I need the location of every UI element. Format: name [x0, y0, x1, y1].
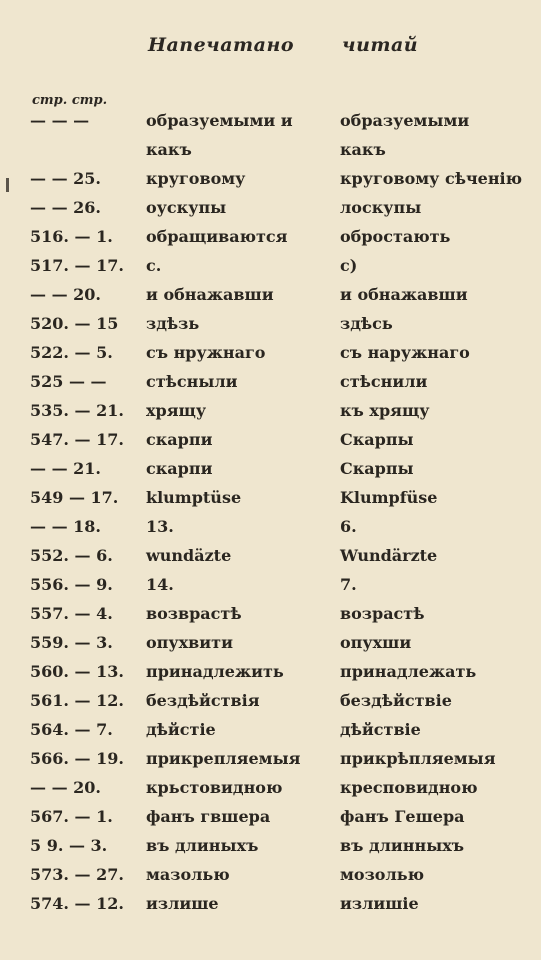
row-ref: 564. — 7.: [30, 720, 113, 739]
errata-row: [0, 657, 541, 686]
row-printed: хрящу: [146, 401, 207, 420]
row-printed: какъ: [146, 140, 192, 159]
row-ref: 517. — 17.: [30, 256, 124, 275]
row-printed: мазолью: [146, 865, 230, 884]
row-printed: съ нружнаго: [146, 343, 266, 362]
row-printed: и обнажавши: [146, 285, 274, 304]
row-ref: — — 18.: [30, 517, 101, 536]
errata-row: [0, 251, 541, 280]
row-ref: 547. — 17.: [30, 430, 124, 449]
row-printed: образуемыми и: [146, 111, 293, 130]
row-printed: wundäzte: [146, 546, 232, 565]
row-correct: и обнажавши: [340, 285, 468, 304]
row-ref: — — 20.: [30, 285, 101, 304]
row-ref: 556. — 9.: [30, 575, 113, 594]
row-correct: круговому сѣченію: [340, 169, 523, 188]
errata-row: [0, 280, 541, 309]
row-correct: какъ: [340, 140, 386, 159]
row-printed: скарпи: [146, 459, 213, 478]
errata-row: [0, 686, 541, 715]
row-printed: скарпи: [146, 430, 213, 449]
row-correct: Скарпы: [340, 430, 414, 449]
errata-row: [0, 570, 541, 599]
row-ref: 5 9. — 3.: [30, 836, 108, 855]
errata-row: [0, 831, 541, 860]
row-correct: фанъ Гешера: [340, 807, 465, 826]
row-ref: 535. — 21.: [30, 401, 124, 420]
row-correct: здѣсь: [340, 314, 393, 333]
row-correct: с): [340, 256, 358, 275]
errata-row: [0, 454, 541, 483]
row-correct: бездѣйствіе: [340, 691, 452, 710]
errata-row: [0, 338, 541, 367]
header-read: читай: [342, 34, 419, 56]
row-printed: прикрепляемыя: [146, 749, 301, 768]
row-correct: возрастѣ: [340, 604, 425, 623]
row-ref: 522. — 5.: [30, 343, 113, 362]
errata-row: [0, 715, 541, 744]
row-printed: принадлежить: [146, 662, 284, 681]
errata-row: [0, 193, 541, 222]
errata-row: [0, 541, 541, 570]
row-printed: опухвити: [146, 633, 233, 652]
row-printed: с.: [146, 256, 162, 275]
row-printed: дѣйстіе: [146, 720, 216, 739]
errata-row: [0, 889, 541, 918]
errata-row: [0, 164, 541, 193]
row-correct: къ хрящу: [340, 401, 430, 420]
row-printed: излише: [146, 894, 219, 913]
errata-row: [0, 773, 541, 802]
row-correct: кресповидною: [340, 778, 478, 797]
row-printed: обращиваются: [146, 227, 288, 246]
row-printed: 14.: [146, 575, 174, 594]
row-correct: 6.: [340, 517, 357, 536]
row-ref: 573. — 27.: [30, 865, 124, 884]
errata-row: [0, 599, 541, 628]
row-correct: Скарпы: [340, 459, 414, 478]
row-correct: стѣснили: [340, 372, 428, 391]
row-correct: мозолью: [340, 865, 424, 884]
row-printed: здѣзь: [146, 314, 200, 333]
page-line-header: стр. стр.: [32, 93, 108, 108]
header-printed: Напечатано: [148, 34, 294, 56]
row-printed: крьстовидною: [146, 778, 283, 797]
errata-row: [0, 396, 541, 425]
row-ref: 552. — 6.: [30, 546, 113, 565]
row-ref: 567. — 1.: [30, 807, 113, 826]
errata-row: [0, 106, 541, 135]
row-correct: опухши: [340, 633, 412, 652]
row-correct: въ длинныхъ: [340, 836, 465, 855]
row-printed: оускупы: [146, 198, 227, 217]
errata-row: [0, 135, 541, 164]
row-ref: 525 — —: [30, 372, 107, 391]
errata-row: [0, 309, 541, 338]
row-printed: стѣсныли: [146, 372, 238, 391]
row-ref: 557. — 4.: [30, 604, 113, 623]
row-correct: съ наружнаго: [340, 343, 470, 362]
errata-row: [0, 483, 541, 512]
row-printed: въ длиныхъ: [146, 836, 259, 855]
row-printed: круговому: [146, 169, 246, 188]
row-printed: klumptüse: [146, 488, 242, 507]
row-correct: дѣйствіе: [340, 720, 421, 739]
errata-row: [0, 222, 541, 251]
row-ref: 549 — 17.: [30, 488, 119, 507]
row-correct: Wundärzte: [340, 546, 438, 565]
row-correct: обростають: [340, 227, 451, 246]
row-ref: — — —: [30, 111, 90, 130]
row-ref: — — 20.: [30, 778, 101, 797]
row-correct: Klumpfüse: [340, 488, 438, 507]
row-ref: — — 26.: [30, 198, 101, 217]
row-ref: 560. — 13.: [30, 662, 124, 681]
row-ref: — — 21.: [30, 459, 101, 478]
row-printed: бездѣйствія: [146, 691, 260, 710]
row-ref: — — 25.: [30, 169, 101, 188]
row-correct: принадлежать: [340, 662, 477, 681]
row-ref: 520. — 15: [30, 314, 119, 333]
errata-row: [0, 744, 541, 773]
errata-row: [0, 860, 541, 889]
errata-row: [0, 367, 541, 396]
errata-row: [0, 628, 541, 657]
errata-row: [0, 425, 541, 454]
row-ref: 561. — 12.: [30, 691, 124, 710]
row-ref: 516. — 1.: [30, 227, 113, 246]
errata-row: [0, 512, 541, 541]
row-printed: возврастѣ: [146, 604, 242, 623]
row-correct: прикрѣпляемыя: [340, 749, 496, 768]
row-correct: образуемыми: [340, 111, 470, 130]
row-ref: 559. — 3.: [30, 633, 113, 652]
row-correct: лоскупы: [340, 198, 422, 217]
errata-row: [0, 802, 541, 831]
row-printed: фанъ гвшера: [146, 807, 271, 826]
row-ref: 566. — 19.: [30, 749, 124, 768]
row-correct: излишіе: [340, 894, 419, 913]
errata-table: [0, 106, 541, 918]
row-correct: 7.: [340, 575, 357, 594]
row-ref: 574. — 12.: [30, 894, 124, 913]
row-printed: 13.: [146, 517, 174, 536]
